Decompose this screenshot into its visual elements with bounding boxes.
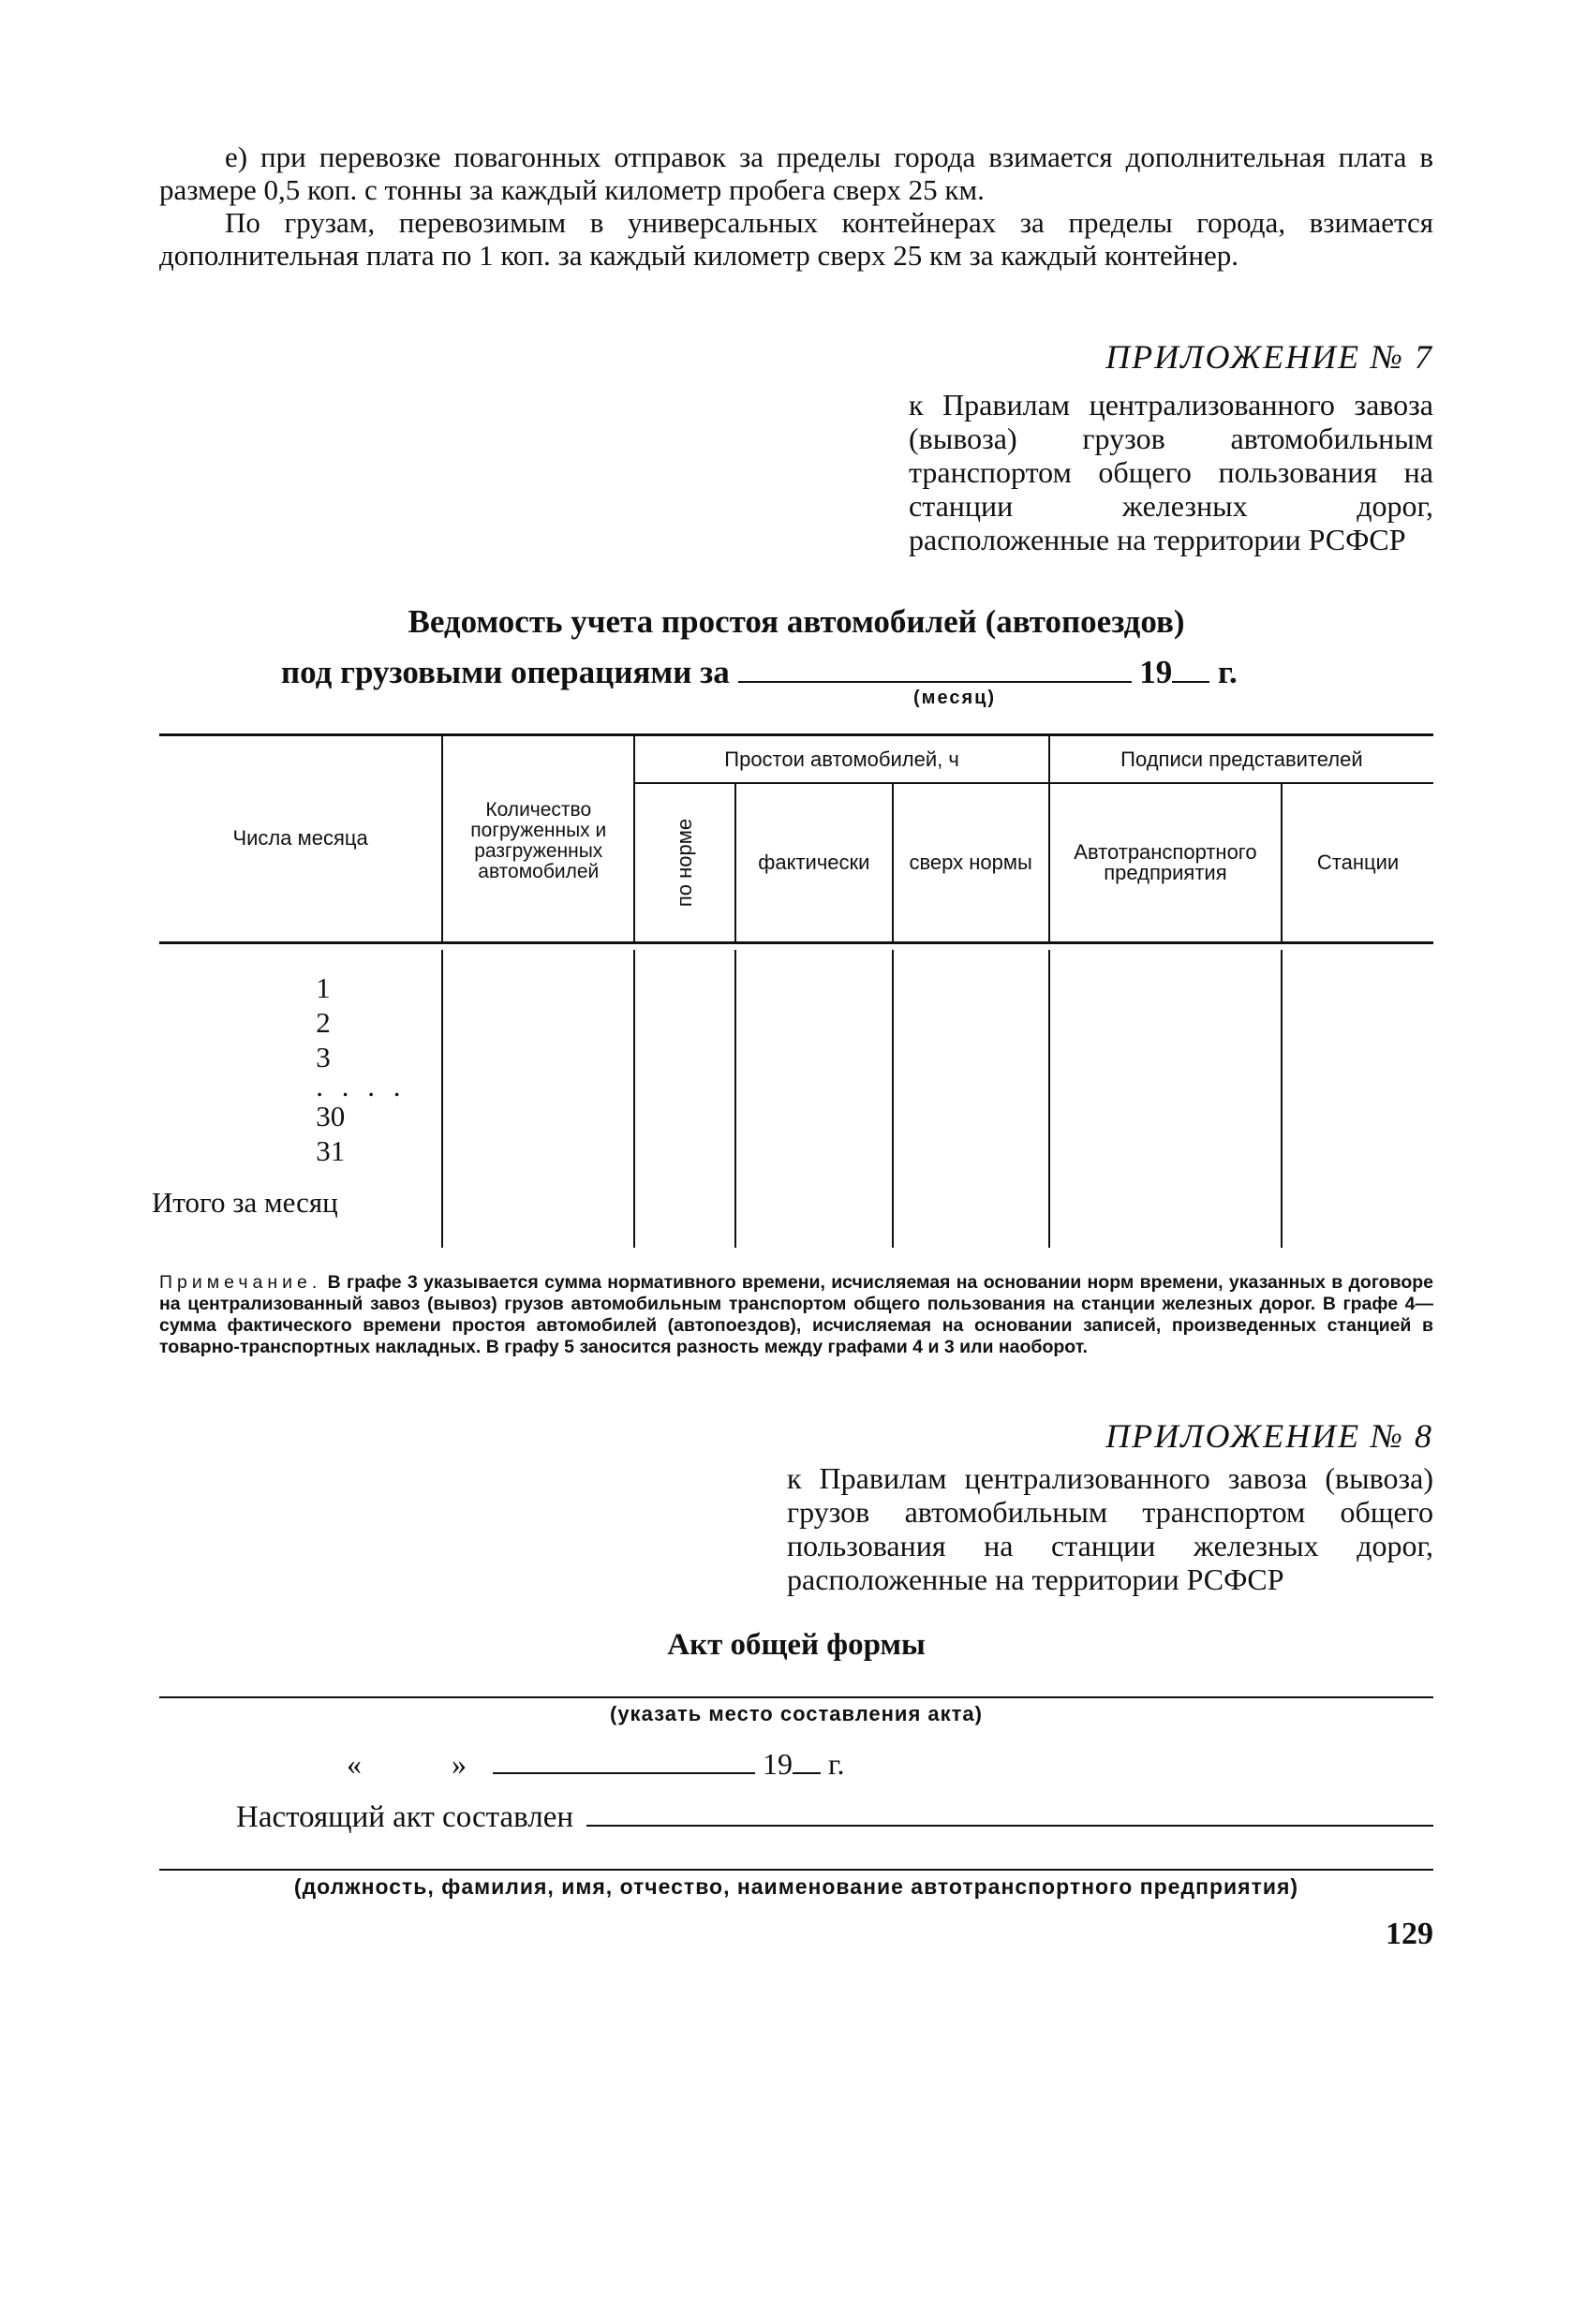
table-note xyxy=(159,1272,1433,1358)
col-header-station: Станции xyxy=(1282,783,1433,942)
cell-actual xyxy=(735,950,892,1248)
day-3: 3 xyxy=(316,1041,331,1073)
appendix-8-subtitle: к Правилам централизованного завоза (вывоза) грузов автомобильным транспортом общего пользования на станции железных дорог, расположенные на территории РСФСР xyxy=(787,1461,1433,1596)
year-prefix: 19 xyxy=(1139,654,1173,690)
act-year-prefix: 19 xyxy=(763,1747,793,1781)
act-year-suffix: г. xyxy=(828,1747,845,1781)
composed-blank xyxy=(586,1824,1433,1827)
composer-caption: (должность, фамилия, имя, отчество, наименование автотранспортного предприятия) xyxy=(293,1874,1299,1899)
composer-line xyxy=(159,1869,1433,1871)
group-header-idle: Простои автомобилей, ч xyxy=(634,736,1049,783)
col-header-norm-text: по норме xyxy=(673,818,697,907)
appendix-8-title: ПРИЛОЖЕНИЕ № 8 xyxy=(1105,1417,1433,1455)
day-ellipsis: . . . . xyxy=(316,1070,407,1103)
quote-close: » xyxy=(452,1747,467,1781)
day-31: 31 xyxy=(316,1134,346,1167)
act-title: Акт общей формы xyxy=(667,1628,926,1662)
col-header-over: сверх нормы xyxy=(893,783,1049,942)
date-blank xyxy=(493,1771,755,1774)
cell-auto xyxy=(1049,950,1282,1248)
month-caption: (месяц) xyxy=(913,688,997,708)
intro-paragraph-1: е) при перевозке повагонных отправок за пределы города взимается дополнительная плата в размере 0,5 коп. с тонны за каждый километр пробега сверх 25 км. xyxy=(159,141,1433,206)
day-2: 2 xyxy=(316,1006,331,1039)
cell-over xyxy=(893,950,1049,1248)
place-line xyxy=(159,1696,1433,1698)
year-suffix: г. xyxy=(1218,654,1238,690)
year-blank xyxy=(1172,680,1209,683)
col-header-auto: Автотранспортного предприятия xyxy=(1049,783,1282,942)
composed-line xyxy=(159,1800,1433,1835)
date-line xyxy=(159,1747,1433,1782)
total-row-label: Итого за месяц xyxy=(152,1186,338,1219)
page xyxy=(152,141,1433,1952)
days-list xyxy=(316,970,428,1168)
group-header-sign: Подписи представителей xyxy=(1049,736,1433,783)
quote-open: « xyxy=(347,1747,362,1781)
note-label: Примечание. xyxy=(159,1272,322,1293)
col-header-count: Количество погруженных и разгруженных автомобилей xyxy=(442,736,634,942)
act-year-blank xyxy=(793,1771,821,1774)
day-1: 1 xyxy=(316,971,331,1004)
days-cell xyxy=(152,950,442,1248)
col-header-actual: фактически xyxy=(735,783,892,942)
intro-paragraph-2: По грузам, перевозимым в универсальных контейнерах за пределы города, взимается дополнительная плата по 1 коп. за каждый километр сверх 25 км за каждый контейнер. xyxy=(159,206,1433,272)
cell-norm xyxy=(634,950,735,1248)
note-text: В графе 3 указывается сумма нормативного времени, исчисляемая на основании норм времени, указанных в договоре на централизованный завоз (вывоз) грузов автомобильным транспортом общего пользования на станции железных дорог. В графе 4—сумма фактического времени простоя автомобилей (автопоездов), исчисляемая на основании записей, произведенных станцией в товарно-транспортных накладных. В графу 5 заносится разность между графами 4 и 3 или наоборот. xyxy=(159,1272,1433,1357)
appendix-7-subtitle: к Правилам централизованного завоза (вывоза) грузов автомобильным транспортом общего пользования на станции железных дорог, расположенные на территории РСФСР xyxy=(909,388,1433,556)
vedomost-title: Ведомость учета простоя автомобилей (автопоездов) xyxy=(408,603,1185,640)
appendix-7-title: ПРИЛОЖЕНИЕ № 7 xyxy=(1105,338,1433,376)
idle-time-table xyxy=(152,736,1433,1248)
col-header-day: Числа месяца xyxy=(159,736,442,942)
composed-label: Настоящий акт составлен xyxy=(236,1800,574,1834)
month-blank xyxy=(738,680,1132,683)
header-bottom-rule xyxy=(159,942,1433,950)
page-number: 129 xyxy=(1386,1917,1433,1951)
vedomost-title-prefix: под грузовыми операциями за xyxy=(281,654,730,690)
day-30: 30 xyxy=(316,1100,346,1132)
cell-station xyxy=(1282,950,1433,1248)
place-caption: (указать место составления акта) xyxy=(610,1702,983,1725)
vedomost-title-line2 xyxy=(159,654,1433,691)
cell-count xyxy=(442,950,634,1248)
col-header-norm xyxy=(634,783,735,942)
